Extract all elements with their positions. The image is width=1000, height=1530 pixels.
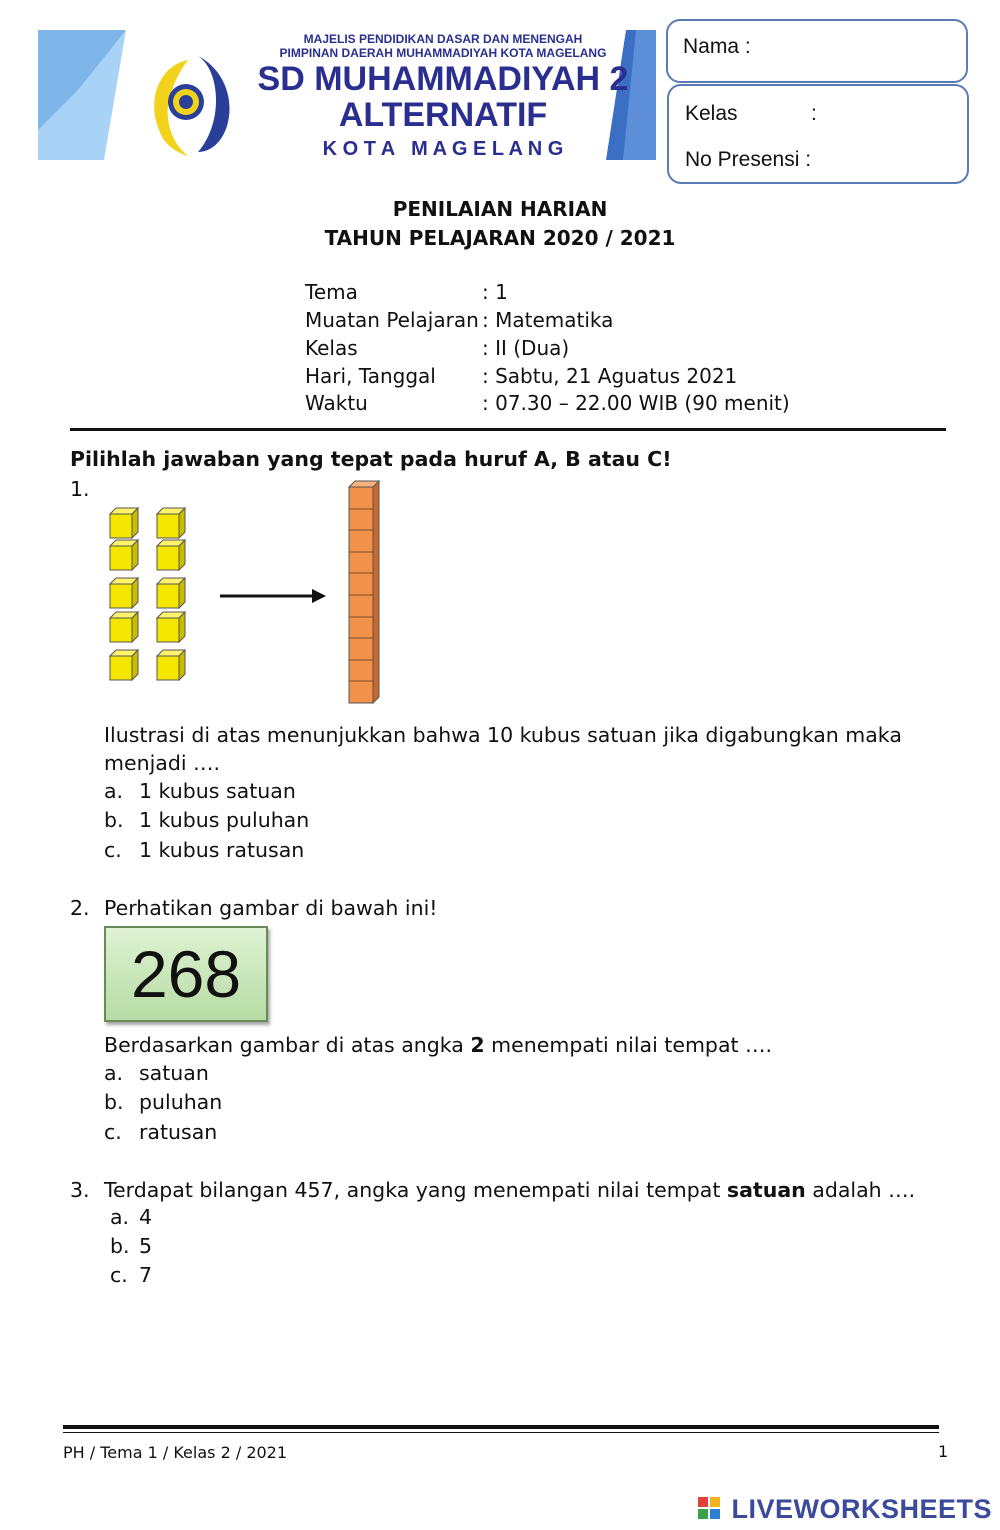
school-name-line-1: SD MUHAMMADIYAH 2 <box>257 60 629 98</box>
answer-option[interactable] <box>110 1205 153 1229</box>
info-value: : 1 <box>482 280 508 304</box>
option-letter: a. <box>110 1205 130 1229</box>
option-letter: b. <box>110 1234 130 1258</box>
unit-cube <box>157 612 185 642</box>
question-text-part: adalah …. <box>805 1178 916 1202</box>
info-value: : Matematika <box>482 308 614 332</box>
instruction: Pilihlah jawaban yang tepat pada huruf A, B atau C! <box>70 447 672 471</box>
option-text: 4 <box>139 1205 153 1229</box>
school-logo-icon <box>154 56 229 156</box>
unit-cube <box>157 650 185 680</box>
option-text: satuan <box>139 1061 209 1085</box>
option-text: 5 <box>139 1234 153 1258</box>
option-letter: b. <box>104 1090 124 1114</box>
name-label: Nama : <box>683 35 751 58</box>
unit-cube <box>110 540 138 570</box>
option-letter: a. <box>104 779 124 803</box>
option-letter: c. <box>110 1263 128 1287</box>
unit-cube <box>157 508 185 538</box>
unit-cube <box>157 540 185 570</box>
unit-cubes-group <box>110 508 185 680</box>
option-text: 1 kubus satuan <box>139 779 296 803</box>
info-key: Waktu <box>305 391 368 415</box>
number-card: 268 <box>104 926 268 1022</box>
answer-option[interactable] <box>110 1263 153 1287</box>
question-text-part: Berdasarkan gambar di atas angka <box>104 1033 471 1057</box>
unit-cube <box>110 650 138 680</box>
info-value: : Sabtu, 21 Aguatus 2021 <box>482 364 738 388</box>
academic-year-title: TAHUN PELAJARAN 2020 / 2021 <box>324 226 676 250</box>
unit-cube <box>110 508 138 538</box>
option-text: ratusan <box>139 1120 218 1144</box>
org-line-2: PIMPINAN DAERAH MUHAMMADIYAH KOTA MAGELANG <box>279 46 607 60</box>
option-text: 7 <box>139 1263 153 1287</box>
class-label: Kelas <box>685 102 738 125</box>
answer-option[interactable] <box>110 1234 153 1258</box>
answer-option[interactable] <box>104 1061 209 1085</box>
info-value: : II (Dua) <box>482 336 570 360</box>
info-key: Tema <box>305 280 358 304</box>
ten-rod <box>349 481 379 703</box>
question-text <box>104 1033 772 1057</box>
option-text: 1 kubus ratusan <box>139 838 305 862</box>
unit-cube <box>110 578 138 608</box>
option-letter: a. <box>104 1061 124 1085</box>
answer-option[interactable] <box>104 1120 218 1144</box>
question-number: 2. <box>70 896 90 920</box>
footer-divider <box>63 1425 939 1429</box>
org-line-1: MAJELIS PENDIDIKAN DASAR DAN MENENGAH <box>303 32 583 46</box>
liveworksheets-logo-icon <box>698 1497 720 1523</box>
option-letter: c. <box>104 838 122 862</box>
arrow-right-icon <box>220 589 326 603</box>
info-key: Muatan Pelajaran <box>305 308 479 332</box>
question-text-part: menempati nilai tempat …. <box>484 1033 773 1057</box>
page-number: 1 <box>938 1442 949 1461</box>
question-text-part: Terdapat bilangan 457, angka yang menempati nilai tempat <box>104 1178 727 1202</box>
answer-option[interactable] <box>104 838 305 862</box>
answer-option[interactable] <box>104 779 296 803</box>
unit-cube <box>110 612 138 642</box>
option-text: 1 kubus puluhan <box>139 808 310 832</box>
answer-option[interactable] <box>104 808 310 832</box>
class-colon: : <box>811 102 817 125</box>
option-letter: b. <box>104 808 124 832</box>
unit-cube <box>157 578 185 608</box>
question-text-bold: 2 <box>470 1033 485 1057</box>
footer-label: PH / Tema 1 / Kelas 2 / 2021 <box>63 1443 288 1462</box>
exam-title: PENILAIAN HARIAN <box>392 197 608 221</box>
school-city: K O T A M A G E L A N G <box>322 138 564 160</box>
question-intro: Perhatikan gambar di bawah ini! <box>104 896 438 920</box>
attendance-number-label: No Presensi : <box>685 148 812 171</box>
info-key: Kelas <box>305 336 358 360</box>
question-text-bold: satuan <box>726 1178 806 1202</box>
info-key: Hari, Tanggal <box>305 364 436 388</box>
option-text: puluhan <box>139 1090 223 1114</box>
footer-divider-thin <box>63 1432 939 1433</box>
class-attendance-box[interactable] <box>667 84 969 184</box>
question-text: menjadi …. <box>104 751 221 775</box>
option-letter: c. <box>104 1120 122 1144</box>
info-value: : 07.30 – 22.00 WIB (90 menit) <box>482 391 790 415</box>
name-box[interactable] <box>666 19 968 83</box>
question-number: 1. <box>70 477 90 501</box>
question-text <box>104 1178 915 1202</box>
cubes-illustration <box>100 478 400 710</box>
watermark[interactable]: LIVEWORKSHEETS <box>731 1494 992 1524</box>
school-banner <box>38 30 656 160</box>
answer-option[interactable] <box>104 1090 223 1114</box>
header-divider <box>70 428 946 431</box>
school-name-line-2: ALTERNATIF <box>338 96 548 134</box>
question-number: 3. <box>70 1178 90 1202</box>
question-text: Ilustrasi di atas menunjukkan bahwa 10 kubus satuan jika digabungkan maka <box>104 723 902 747</box>
